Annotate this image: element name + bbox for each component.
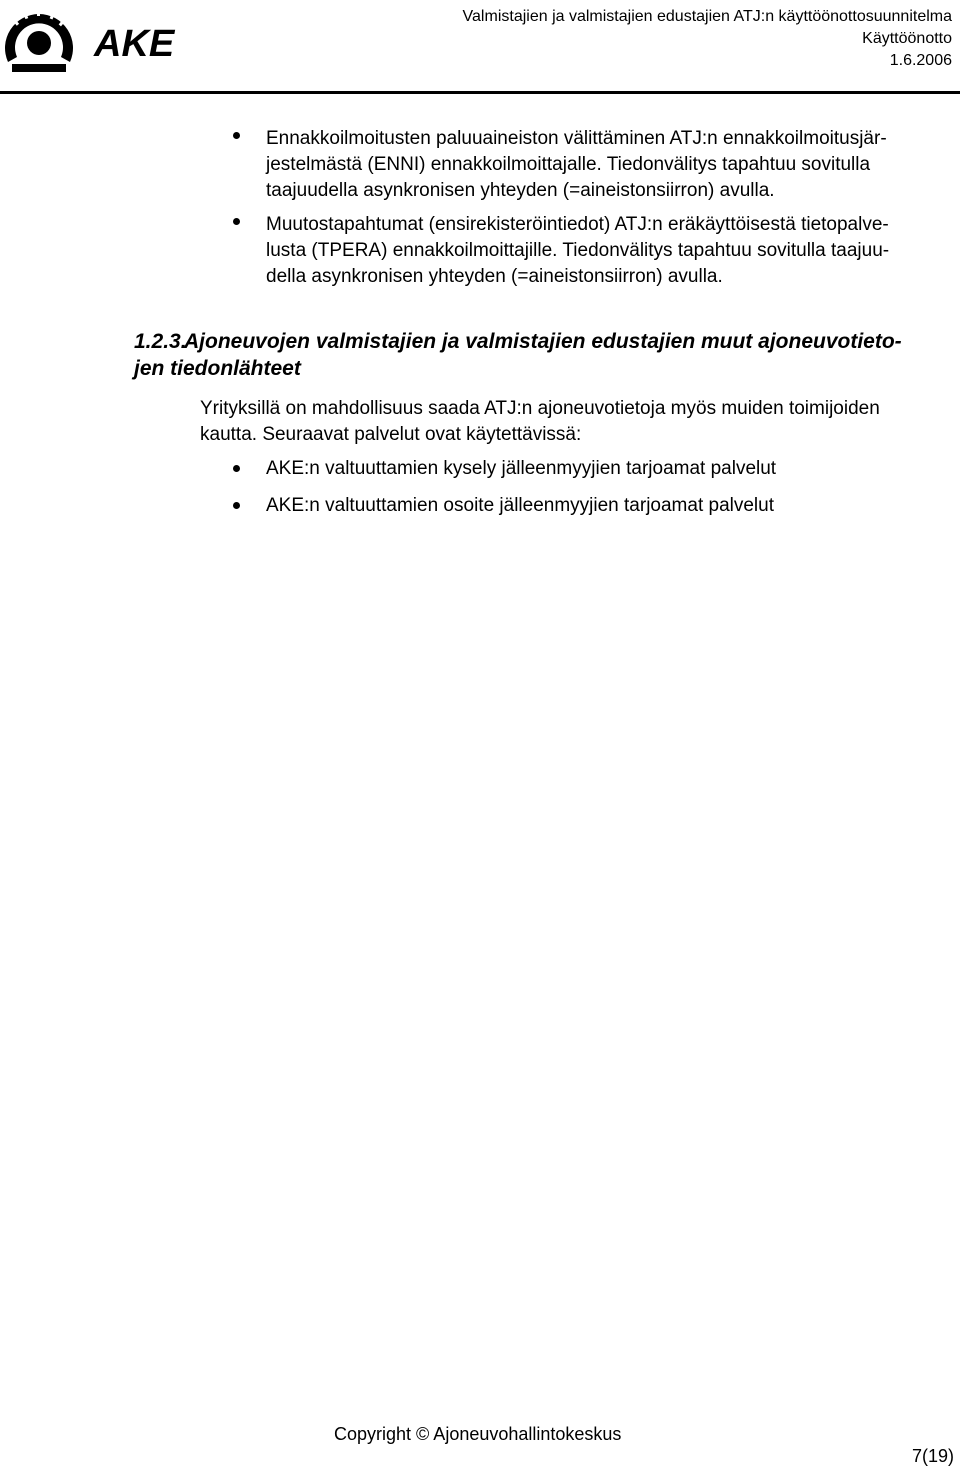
bullet-item: AKE:n valtuuttamien osoite jälleenmyyjien tarjoamat palvelut (266, 495, 774, 516)
document-header (232, 6, 952, 72)
section-title-line-1: Ajoneuvojen valmistajien ja valmistajien edustajien muut ajoneuvotieto- (184, 330, 902, 353)
logo-text: AKE (94, 23, 175, 65)
section-title-line-2: jen tiedonlähteet (134, 357, 301, 380)
section-number: 1.2.3. (134, 330, 187, 353)
bullet-icon (233, 502, 240, 509)
bullet-item: Muutostapahtumat (ensirekisteröintiedot) ATJ:n eräkäyttöisestä tietopalve- lusta (TPERA) ennakkoilmoittajille. Tiedonvälitys tapahtuu sovitulla taajuu- della asynkronisen yhteyden (=aineistonsiirron) avulla. (266, 214, 890, 287)
document-title: Valmistajien ja valmistajien edustajien ATJ:n käyttöönottosuunnitelma (462, 8, 952, 25)
document-date: 1.6.2006 (889, 52, 952, 69)
page-number: 7(19) (911, 1446, 954, 1466)
section-paragraph: Yrityksillä on mahdollisuus saada ATJ:n ajoneuvotietoja myös muiden toimijoiden kautta. Seuraavat palvelut ovat käytettävissä: (200, 398, 880, 445)
bullet-icon (233, 218, 240, 225)
bullet-icon (233, 465, 240, 472)
document-subtitle: Käyttöönotto (862, 30, 952, 47)
bullet-item: Ennakkoilmoitusten paluuaineiston välittäminen ATJ:n ennakkoilmoitusjär- jestelmästä (ENNI) ennakkoilmoittajalle. Tiedonvälitys tapahtuu sovitulla taajuudella asynkronisen yhteyden (=aineistonsiirron) avulla. (266, 128, 887, 201)
bullet-item: AKE:n valtuuttamien kysely jälleenmyyjien tarjoamat palvelut (266, 458, 777, 479)
footer-copyright: Copyright © Ajoneuvohallintokeskus (334, 1424, 622, 1444)
header-divider (0, 91, 960, 94)
bullet-icon (233, 132, 240, 139)
ake-logo (0, 0, 220, 86)
